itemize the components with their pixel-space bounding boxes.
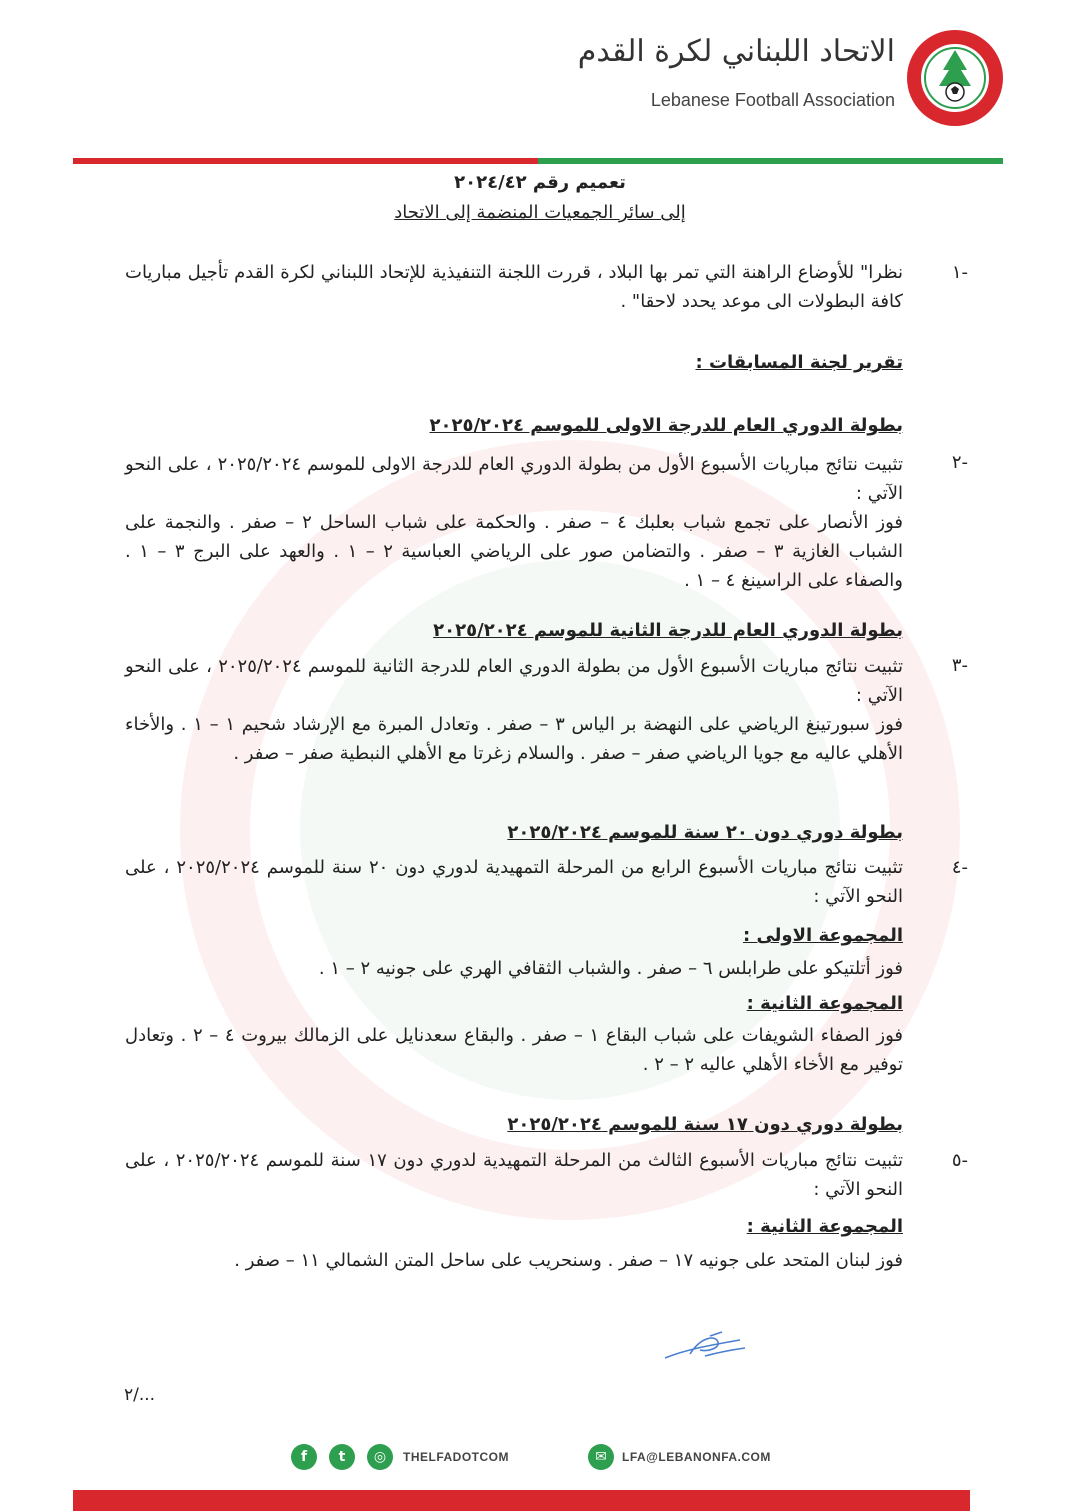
section-heading: بطولة دوري دون ١٧ سنة للموسم ٢٠٢٥/٢٠٢٤ <box>507 1114 903 1135</box>
item-paragraph: تثبيت نتائج مباريات الأسبوع الرابع من المرحلة التمهيدية لدوري دون ٢٠ سنة للموسم ٢٠٢٥/٢٠٢٤ ، على النحو الآتي : <box>125 857 903 907</box>
group-heading: المجموعة الاولى : <box>743 925 903 946</box>
org-name-english: Lebanese Football Association <box>650 90 895 110</box>
item-number: -٢ <box>951 452 968 473</box>
twitter-icon[interactable]: t <box>329 1444 355 1470</box>
results-paragraph: فوز سبورتينغ الرياضي على النهضة بر الياس ٣ – صفر . وتعادل المبرة مع الإرشاد شحيم ١ – ١ . والأخاء الأهلي عاليه مع جويا الرياضي صفر – صفر . والسلام زغرتا مع الأهلي النبطية صفر – صفر . <box>125 714 904 764</box>
footer-bar <box>73 1490 970 1511</box>
item-number: -١ <box>951 262 968 283</box>
results-paragraph: فوز الأنصار على تجمع شباب بعلبك ٤ – صفر . والحكمة على شباب الساحل ٢ – صفر . والنجمة على الشباب الغازية ٣ – صفر . والتضامن صور على الرياضي العباسية ٢ – ١ . والعهد على البرج ٣ – ١ . والصفاء على الراسينغ ٤ – ١ . <box>125 512 903 591</box>
signature <box>660 1328 750 1364</box>
circular-title: تعميم رقم ٢٠٢٤/٤٢ <box>454 172 626 193</box>
results-paragraph: فوز أتلتيكو على طرابلس ٦ – صفر . والشباب الثقافي الهري على جونيه ٢ – ١ . <box>318 958 903 979</box>
email-icon: ✉ <box>588 1444 614 1470</box>
results-paragraph: فوز الصفاء الشويفات على شباب البقاع ١ – صفر . والبقاع سعدنايل على الزمالك بيروت ٤ – ٢ . وتعادل توفير مع الأخاء الأهلي عاليه ٢ – ٢ . <box>125 1025 903 1075</box>
group-heading: المجموعة الثانية : <box>746 993 903 1014</box>
page-number: ٢/... <box>124 1385 156 1405</box>
instagram-icon[interactable]: ◎ <box>367 1444 393 1470</box>
lebanon-fa-logo <box>905 28 1005 128</box>
item-number: -٤ <box>951 857 968 878</box>
item-paragraph: تثبيت نتائج مباريات الأسبوع الأول من بطولة الدوري العام للدرجة الثانية للموسم ٢٠٢٥/٢٠٢٤ ، على النحو الآتي : <box>125 656 904 706</box>
item-paragraph: نظرا" للأوضاع الراهنة التي تمر بها البلاد ، قررت اللجنة التنفيذية للإتحاد اللبناني لكرة القدم تأجيل مباريات كافة البطولات الى موعد يحدد لاحقا" . <box>125 262 903 312</box>
social-handle[interactable]: THELFADOTCOM <box>403 1450 509 1464</box>
circular-recipients: إلى سائر الجمعيات المنضمة إلى الاتحاد <box>394 202 686 223</box>
header-rule <box>73 158 1003 164</box>
section-heading: بطولة دوري دون ٢٠ سنة للموسم ٢٠٢٥/٢٠٢٤ <box>507 822 903 843</box>
email-address[interactable]: LFA@LEBANONFA.COM <box>622 1450 771 1464</box>
group-heading: المجموعة الثانية : <box>746 1216 903 1237</box>
facebook-icon[interactable]: f <box>291 1444 317 1470</box>
section-heading: بطولة الدوري العام للدرجة الاولى للموسم ٢٠٢٥/٢٠٢٤ <box>429 415 903 436</box>
item-number: -٥ <box>951 1150 968 1171</box>
results-paragraph: فوز لبنان المتحد على جونيه ١٧ – صفر . وسنحريب على ساحل المتن الشمالي ١١ – صفر . <box>234 1250 903 1271</box>
report-heading: تقرير لجنة المسابقات : <box>695 352 903 373</box>
item-paragraph: تثبيت نتائج مباريات الأسبوع الأول من بطولة الدوري العام للدرجة الاولى للموسم ٢٠٢٥/٢٠٢٤ ، على النحو الآتي : <box>125 454 903 504</box>
item-paragraph: تثبيت نتائج مباريات الأسبوع الثالث من المرحلة التمهيدية لدوري دون ١٧ سنة للموسم ٢٠٢٥/٢٠٢٤ ، على النحو الآتي : <box>125 1150 903 1200</box>
section-heading: بطولة الدوري العام للدرجة الثانية للموسم ٢٠٢٥/٢٠٢٤ <box>433 620 903 641</box>
org-name-arabic: الاتحاد اللبناني لكرة القدم <box>577 34 895 69</box>
item-number: -٣ <box>951 655 968 676</box>
